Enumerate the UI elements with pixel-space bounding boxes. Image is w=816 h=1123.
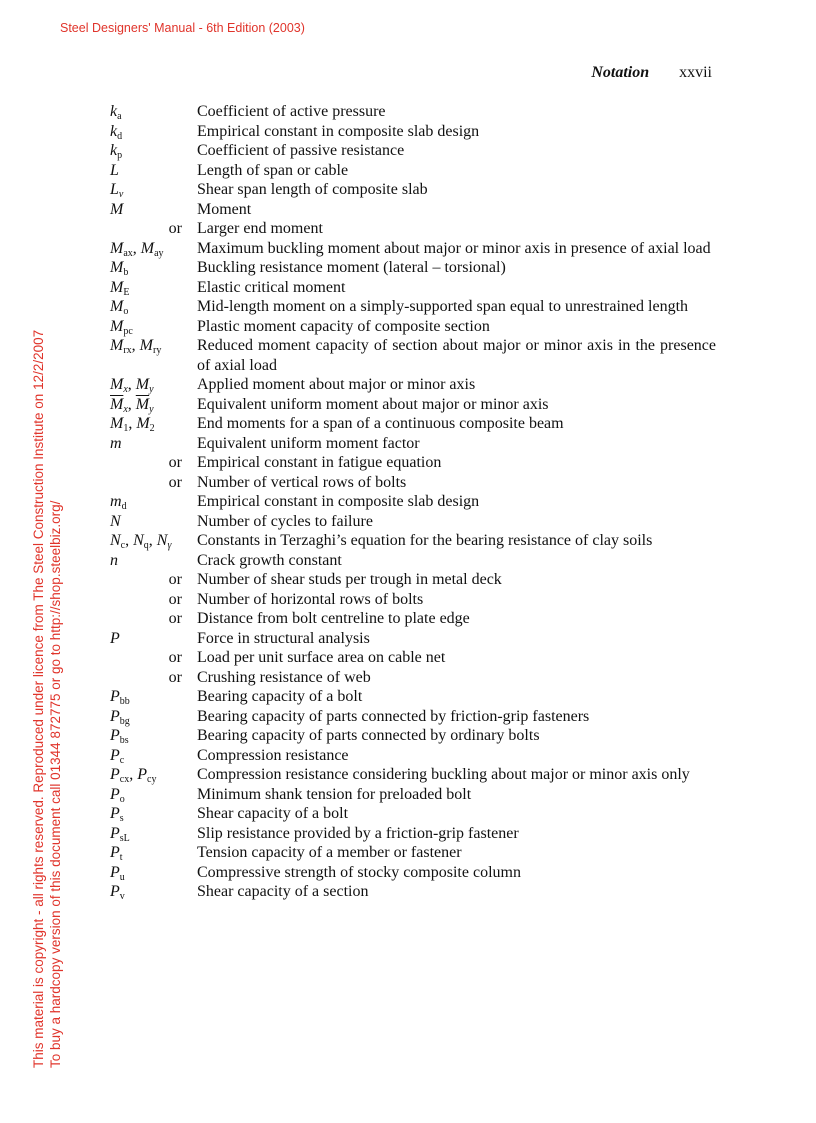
notation-symbol: $M_x$, $M_y$ — [110, 376, 154, 395]
notation-symbol: or — [168, 473, 182, 491]
notation-entry — [110, 453, 716, 473]
notation-entry — [110, 551, 716, 571]
notation-symbol: $P_{bg}$ — [110, 707, 130, 727]
notation-description: Tension capacity of a member or fastener — [197, 844, 462, 861]
notation-symbol: $P_s$ — [110, 805, 124, 824]
notation-description: Empirical constant in composite slab design — [197, 493, 480, 510]
notation-symbol: $k_p$ — [110, 142, 123, 161]
notation-symbol: $M_b$ — [110, 259, 129, 278]
notation-entry — [110, 804, 716, 824]
notation-symbol: $m_d$ — [110, 493, 127, 512]
notation-entry — [110, 687, 716, 707]
notation-symbol: $L_v$ — [110, 181, 124, 200]
notation-description: Applied moment about major or minor axis — [197, 376, 476, 393]
notation-description: Crushing resistance of web — [197, 668, 371, 686]
notation-description: Distance from bolt centreline to plate edge — [197, 610, 470, 627]
notation-symbol: or — [168, 668, 182, 686]
notation-description: Larger end moment — [197, 220, 323, 237]
notation-symbol: or — [168, 571, 182, 588]
notation-description: Compression resistance — [197, 746, 349, 764]
notation-symbol: $N_c$, $N_q$, $N_\gamma$ — [110, 532, 172, 551]
notation-description: Load per unit surface area on cable net — [197, 649, 446, 666]
notation-description: Equivalent uniform moment factor — [197, 434, 420, 452]
section-title: Notation — [591, 64, 650, 81]
notation-entry — [110, 590, 716, 610]
notation-entry — [110, 824, 716, 844]
notation-entry — [110, 648, 716, 668]
notation-entry — [110, 570, 716, 590]
notation-entry — [110, 434, 716, 454]
notation-symbol: $P_{sL}$ — [110, 824, 130, 844]
notation-entry — [110, 726, 716, 746]
notation-symbol: or — [168, 220, 182, 237]
notation-symbol: n — [110, 551, 118, 569]
notation-description: Coefficient of passive resistance — [197, 142, 405, 159]
copyright-notice — [30, 308, 64, 1068]
notation-description: Bearing capacity of a bolt — [197, 688, 363, 705]
notation-description: Number of cycles to failure — [197, 512, 373, 530]
notation-entry — [110, 863, 716, 883]
notation-entry — [110, 395, 716, 415]
notation-description: Force in structural analysis — [197, 629, 370, 647]
notation-entry — [110, 219, 716, 239]
notation-symbol: $P_u$ — [110, 863, 125, 883]
notation-symbol: L — [110, 161, 119, 179]
notation-symbol: $M_{rx}$, $M_{ry}$ — [110, 337, 162, 356]
notation-entry — [110, 297, 716, 317]
notation-description: Compression resistance considering buckling about major or minor axis only — [197, 766, 690, 783]
notation-symbol: $P_{bb}$ — [110, 688, 130, 707]
notation-entry — [110, 317, 716, 337]
notation-symbol: $P_{cx}$, $P_{cy}$ — [110, 766, 157, 785]
purchase-line: To buy a hardcopy version of this document call 01344 872775 or go to http://shop.steelbiz.org/ — [48, 500, 63, 1068]
notation-entry — [110, 512, 716, 532]
notation-entry — [110, 473, 716, 493]
notation-description: Elastic critical moment — [197, 278, 346, 296]
copyright-line: This material is copyright - all rights reserved. Reproduced under licence from The Steel Construction Institute on 12/2/2007 — [31, 329, 46, 1068]
notation-entry — [110, 180, 716, 200]
notation-entry — [110, 629, 716, 649]
notation-description: End moments for a span of a continuous composite beam — [197, 415, 564, 432]
notation-entry — [110, 843, 716, 863]
notation-entry — [110, 161, 716, 181]
notation-symbol: $M_{pc}$ — [110, 317, 133, 337]
notation-symbol: $P_o$ — [110, 785, 125, 805]
notation-description: Shear capacity of a bolt — [197, 805, 349, 822]
notation-description: Number of horizontal rows of bolts — [197, 590, 424, 608]
notation-symbol: N — [110, 512, 121, 530]
notation-symbol: or — [168, 649, 182, 666]
notation-description: Empirical constant in composite slab design — [197, 122, 480, 140]
notation-description: Empirical constant in fatigue equation — [197, 454, 442, 471]
notation-description: Minimum shank tension for preloaded bolt — [197, 785, 472, 803]
notation-description: Buckling resistance moment (lateral – torsional) — [197, 259, 506, 276]
notation-symbol: $M_E$ — [110, 278, 130, 298]
notation-symbol: $k_d$ — [110, 122, 123, 142]
notation-description: Bearing capacity of parts connected by friction-grip fasteners — [197, 707, 590, 725]
notation-symbol: $P_t$ — [110, 844, 123, 863]
notation-description: Crack growth constant — [197, 551, 342, 569]
notation-list — [110, 102, 716, 902]
notation-description: Plastic moment capacity of composite section — [197, 317, 490, 335]
source-line: Steel Designers' Manual - 6th Edition (2003) — [60, 21, 305, 35]
notation-symbol: $k_a$ — [110, 103, 122, 122]
notation-description: Maximum buckling moment about major or minor axis in presence of axial load — [197, 239, 711, 257]
notation-description: Number of shear studs per trough in metal deck — [197, 571, 502, 588]
notation-symbol: or — [168, 610, 182, 627]
notation-entry — [110, 258, 716, 278]
notation-symbol: m — [110, 434, 122, 452]
notation-entry — [110, 531, 716, 551]
notation-description: Bearing capacity of parts connected by ordinary bolts — [197, 727, 540, 744]
notation-entry — [110, 746, 716, 766]
notation-entry — [110, 200, 716, 220]
notation-symbol: $M_1$, $M_2$ — [110, 415, 155, 434]
notation-description: Coefficient of active pressure — [197, 103, 386, 120]
notation-description: Moment — [197, 200, 252, 218]
notation-description: Equivalent uniform moment about major or minor axis — [197, 395, 549, 413]
notation-description: Constants in Terzaghi’s equation for the bearing resistance of clay soils — [197, 532, 653, 549]
notation-symbol: M — [110, 200, 124, 218]
notation-entry — [110, 492, 716, 512]
notation-entry — [110, 785, 716, 805]
notation-symbol: P — [110, 629, 120, 647]
notation-symbol: or — [168, 590, 182, 608]
notation-entry — [110, 707, 716, 727]
notation-symbol: or — [168, 454, 182, 471]
notation-description: Shear span length of composite slab — [197, 181, 428, 198]
notation-symbol: $M_{ax}$, $M_{ay}$ — [110, 239, 164, 259]
notation-entry — [110, 375, 716, 395]
notation-symbol: $P_c$ — [110, 746, 125, 766]
notation-entry — [110, 668, 716, 688]
notation-symbol: $P_v$ — [110, 883, 125, 902]
notation-entry — [110, 882, 716, 902]
notation-description: Slip resistance provided by a friction-grip fastener — [197, 824, 519, 842]
notation-description: Number of vertical rows of bolts — [197, 473, 407, 491]
notation-description: Shear capacity of a section — [197, 883, 369, 900]
notation-entry — [110, 765, 716, 785]
notation-symbol: $P_{bs}$ — [110, 727, 129, 746]
notation-entry — [110, 414, 716, 434]
notation-entry — [110, 239, 716, 259]
page-number: xxvii — [679, 64, 712, 81]
notation-entry — [110, 102, 716, 122]
notation-entry — [110, 122, 716, 142]
notation-entry — [110, 278, 716, 298]
notation-symbol: $M_o$ — [110, 298, 129, 317]
notation-description: Length of span or cable — [197, 161, 349, 179]
notation-entry — [110, 336, 716, 375]
notation-description: Compressive strength of stocky composite column — [197, 863, 521, 881]
notation-symbol: $\overline{M}_x$, $\overline{M}_y$ — [110, 395, 154, 415]
notation-entry — [110, 609, 716, 629]
notation-entry — [110, 141, 716, 161]
running-header — [591, 64, 712, 82]
notation-description: Reduced moment capacity of section about major or minor axis in the presence of axial load — [197, 337, 716, 374]
notation-description: Mid-length moment on a simply-supported span equal to unrestrained length — [197, 298, 689, 315]
